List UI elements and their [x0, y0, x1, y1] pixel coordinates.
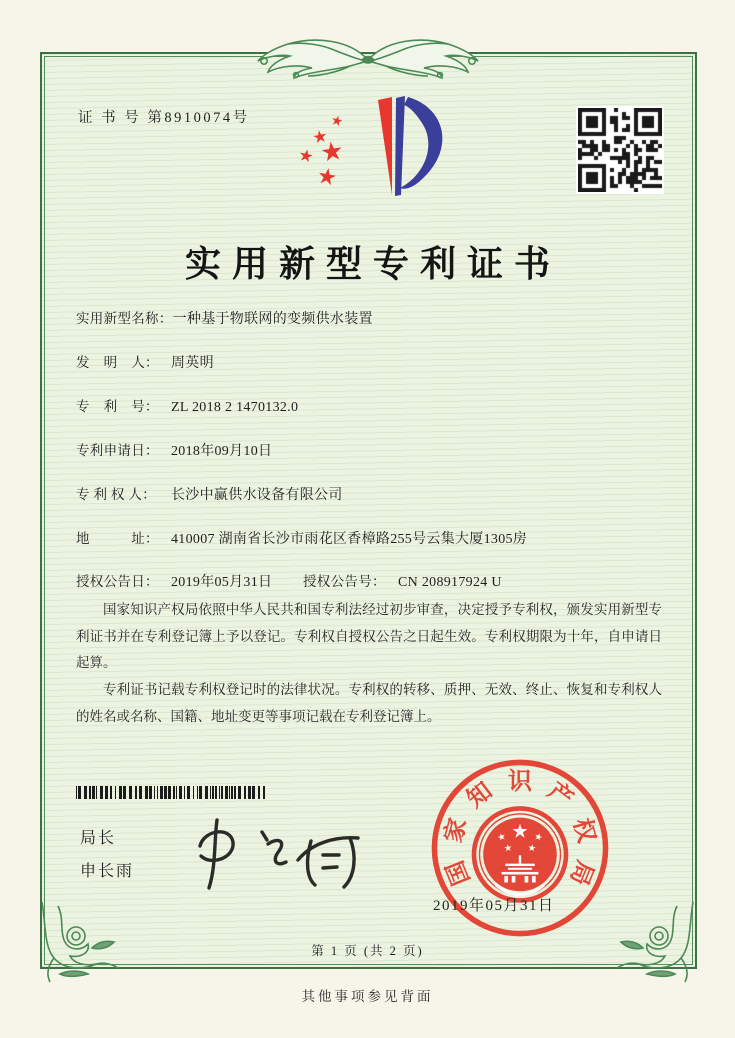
field-value: 周英明 — [171, 356, 214, 371]
field-row-grant-date — [76, 570, 502, 591]
field-label: 授权公告号： — [303, 574, 386, 589]
svg-text:权: 权 — [567, 815, 600, 846]
field-label: 专 利 权 人： — [76, 487, 157, 502]
signer-title: 局长 — [80, 830, 117, 847]
field-row-inventor — [76, 351, 214, 372]
director-signature — [186, 804, 386, 899]
svg-text:局: 局 — [564, 856, 598, 889]
field-label: 地 址： — [76, 531, 159, 546]
svg-text:产: 产 — [542, 778, 578, 814]
field-row-name — [76, 307, 373, 328]
field-label: 授权公告日： — [76, 574, 159, 589]
field-value: 410007 湖南省长沙市雨花区香樟路255号云集大厦1305房 — [171, 532, 528, 547]
field-label: 实用新型名称： — [76, 311, 173, 326]
seal-date: 2019年05月31日 — [433, 898, 555, 914]
svg-text:家: 家 — [440, 815, 473, 846]
certificate-title: 实用新型专利证书 — [184, 244, 561, 285]
field-row-patent-number — [76, 395, 298, 416]
field-value: 一种基于物联网的变频供水装置 — [172, 312, 373, 327]
back-side-note: 其他事项参见背面 — [301, 989, 434, 1004]
qr-code — [576, 106, 664, 194]
field-value: 2019年05月31日 — [171, 575, 273, 590]
field-value: ZL 2018 2 1470132.0 — [171, 400, 299, 415]
field-value: CN 208917924 U — [398, 575, 502, 590]
svg-text:国: 国 — [442, 856, 476, 889]
qr-code-canvas — [578, 108, 662, 192]
field-pair-publication-number — [303, 570, 502, 591]
field-value: 2018年09月10日 — [171, 444, 273, 459]
body-paragraph-1: 国家知识产权局依照中华人民共和国专利法经过初步审查，决定授予专利权，颁发实用新型专利证书并在专利登记簿上予以登记。专利权自授权公告之日起生效。专利权期限为十年，自申请日起算。 — [76, 602, 662, 671]
cnipa-patent-logo-icon — [278, 92, 458, 202]
certificate-number: 证 书 号 第8910074号 — [78, 110, 250, 126]
field-label: 发 明 人： — [76, 355, 159, 370]
svg-text:识: 识 — [508, 769, 532, 796]
field-row-filing-date — [76, 439, 272, 460]
barcode — [76, 786, 268, 799]
signer-name: 申长雨 — [80, 863, 135, 880]
field-label: 专 利 号： — [76, 399, 159, 414]
signer-block — [80, 822, 134, 888]
svg-text:知: 知 — [462, 778, 498, 814]
field-row-address — [76, 527, 527, 548]
field-label: 专利申请日： — [76, 443, 159, 458]
top-flourish-ornament — [250, 30, 486, 82]
field-value: 长沙中赢供水设备有限公司 — [171, 488, 343, 503]
field-row-patentee — [76, 483, 343, 504]
certificate-body-text — [76, 597, 662, 731]
body-paragraph-2: 专利证书记载专利权登记时的法律状况。专利权的转移、质押、无效、终止、恢复和专利权人的姓名或名称、国籍、地址变更等事项记载在专利登记簿上。 — [76, 682, 662, 724]
page-number: 第 1 页 (共 2 页) — [311, 944, 424, 958]
